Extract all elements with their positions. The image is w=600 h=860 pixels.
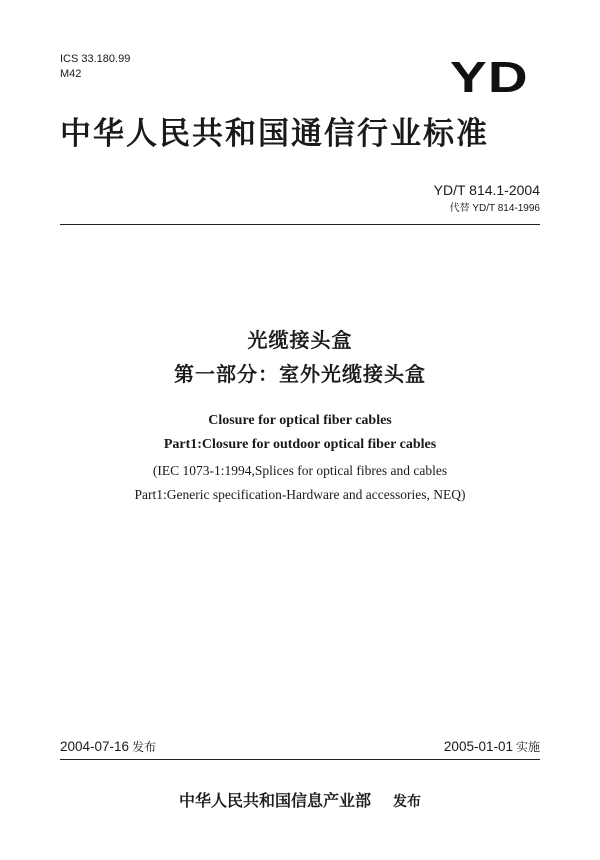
reference-line-2: Part1:Generic specification-Hardware and accessories, NEQ) [134,487,466,502]
bottom-divider [60,759,540,760]
implementation-date: 2005-01-01 [443,739,513,754]
implementation-date-block [444,738,540,756]
publisher-line [0,790,600,813]
ccs-code: M42 [60,68,82,80]
top-divider [60,224,540,225]
replaces-note: 代替 YD/T 814-1996 [449,203,540,214]
ics-code: ICS 33.180.99 [60,53,131,65]
implementation-label: 实施 [515,740,540,754]
standard-category-title: 中华人民共和国通信行业标准 [60,116,489,152]
yd-logo: YD [450,53,529,102]
issue-date: 2004-07-16 [60,739,130,754]
publisher-name: 中华人民共和国信息产业部 [178,791,371,810]
english-title-line-1: Closure for optical fiber cables [208,413,392,428]
standard-number-block [434,181,540,217]
reference-line-1: (IEC 1073-1:1994,Splices for optical fibres and cables [152,463,448,478]
chinese-title-line-1: 光缆接头盒 [247,328,353,352]
publisher-verb: 发布 [393,794,421,810]
standard-code: YD/T 814.1-2004 [433,182,540,198]
issue-label: 发布 [132,740,157,754]
chinese-title-line-2: 第一部分：室外光缆接头盒 [174,362,426,386]
classification-codes [60,52,130,82]
issue-date-block [60,738,156,756]
english-title-line-2: Part1:Closure for outdoor optical fiber cables [163,437,437,452]
